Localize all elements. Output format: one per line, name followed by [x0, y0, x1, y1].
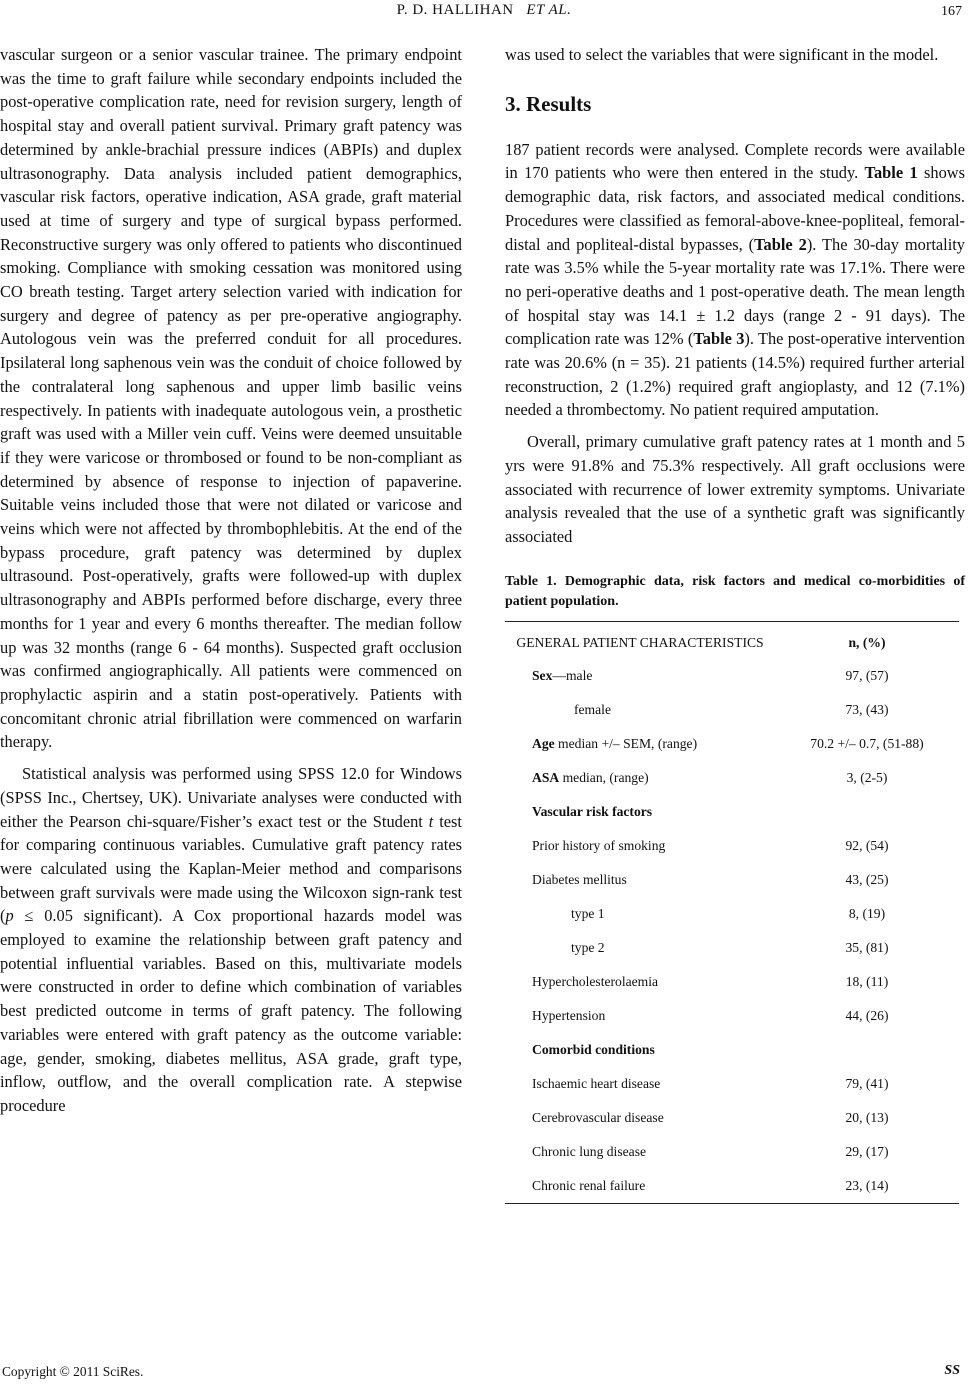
table-header-row [505, 621, 959, 659]
results-text-a: 187 patient records were analysed. Complete records were available in 170 patients who were then entered in the study. [505, 139, 965, 183]
methods-continuation: was used to select the variables that were significant in the model. [505, 45, 939, 64]
table-cell-label-text: type 2 [571, 940, 605, 956]
journal-abbreviation: SS [944, 1363, 960, 1378]
table-row [505, 897, 959, 931]
table-row [505, 727, 959, 761]
table-cell-label-bold: Vascular risk factors [532, 804, 653, 820]
table-cell-label [505, 1135, 775, 1169]
table-cell-label [505, 659, 775, 693]
table-cell-label [505, 829, 775, 863]
table-row [505, 965, 959, 999]
copyright-notice: Copyright © 2011 SciRes. [2, 1364, 144, 1379]
results-paragraph-2: Overall, primary cumulative graft patency rates at 1 month and 5 yrs were 91.8% and 75.3% respectively. All graft occlusions were associated with recurrence of lower extremity symptoms. Univariate analysis revealed that the use of a synthetic graft was significantly associated [505, 432, 965, 546]
table-cell-label [505, 1067, 775, 1101]
table-cell-label [505, 931, 775, 965]
table-row [505, 795, 959, 829]
table-row [505, 931, 959, 965]
table-cell-label-text: —male [552, 668, 593, 684]
table-cell-label-text: Chronic lung disease [532, 1144, 647, 1160]
table-cell-value [775, 795, 959, 829]
table-cell-label [505, 693, 775, 727]
table-cell-value: 92, (54) [845, 838, 889, 854]
table-cell-label-text: Hypertension [532, 1008, 606, 1024]
table-1-body [505, 659, 959, 1204]
table-cell-label [505, 999, 775, 1033]
statistics-t-symbol: t [428, 811, 434, 831]
table-cell-label-text: Prior history of smoking [532, 838, 666, 854]
table-cell-value: 18, (11) [845, 974, 889, 990]
table-row [505, 863, 959, 897]
table-1-caption: Table 1. Demographic data, risk factors and medical co-morbidities of patient population. [505, 573, 965, 609]
results-paragraph-1 [505, 138, 965, 422]
left-column [0, 43, 462, 1118]
table-cell-value [775, 1033, 959, 1067]
table-cell-label [505, 965, 775, 999]
table-cell-value: 35, (81) [845, 940, 889, 956]
table-cell-label-bold: ASA [532, 770, 560, 786]
table-cell-label-text: female [574, 702, 611, 718]
table-cell-label-bold: Age [532, 736, 555, 752]
table-1 [505, 621, 959, 1204]
statistics-text-c: ≤ 0.05 significant). A Cox proportional hazards model was employed to examine the relationship between graft patency and potential influential variables. Based on this, multivariate models were constructed in order to define which combination of variables best predicted outcome in terms of graft patency. The following variables were entered with graft patency as the outcome variable: age, gender, smoking, diabetes mellitus, ASA grade, graft type, inflow, outflow, and the overall complication rate. A stepwise procedure [0, 906, 462, 1115]
table-col-header-n-percent: n, (%) [848, 634, 886, 650]
table-cell-label [505, 863, 775, 897]
table-cell-value: 70.2 +/– 0.7, (51-88) [810, 736, 924, 752]
table-3-reference: Table 3 [693, 329, 745, 349]
table-cell-label [505, 727, 775, 761]
table-2-reference: Table 2 [754, 234, 807, 254]
table-cell-label-text: type 1 [571, 906, 605, 922]
table-cell-label-text: median, (range) [559, 770, 649, 786]
table-row [505, 1067, 959, 1101]
table-cell-label-text: Hypercholesterolaemia [532, 974, 659, 990]
table-cell-value: 20, (13) [845, 1110, 889, 1126]
table-cell-value: 73, (43) [845, 702, 889, 718]
right-column [505, 43, 965, 1204]
table-cell-label [505, 795, 775, 829]
table-cell-label [505, 1101, 775, 1135]
running-head-author: P. D. HALLIHAN [396, 2, 514, 18]
statistics-paragraph [0, 762, 462, 1118]
table-cell-value: 23, (14) [845, 1178, 889, 1194]
table-cell-label [505, 761, 775, 795]
table-row [505, 1135, 959, 1169]
methods-paragraph: vascular surgeon or a senior vascular trainee. The primary endpoint was the time to graft failure while secondary endpoints included the post-operative complication rate, need for revision surgery, length of hospital stay and overall patient survival. Primary graft patency was determined by ankle-brachial pressure indices (ABPIs) and duplex ultrasonography. Data analysis included patient demographics, vascular risk factors, operative indication, ASA grade, graft material used at time of surgery and type of surgical bypass performed. Reconstructive surgery was only offered to patients who discontinued smoking. Compliance with smoking cessation was monitored using CO breath testing. Target artery selection varied with indication for surgery and degree of patency as per pre-operative angiography. Autologous vein was the preferred conduit for all procedures. Ipsilateral long saphenous vein was the conduit of choice followed by the contralateral long saphenous and upper limb basilic veins respectively. In patients with inadequate autologous vein, a prosthetic graft was used with a Miller vein cuff. Veins were deemed unsuitable if they were varicose or thrombosed or found to be non-compliant as determined by absence of response to injection of papaverine. Suitable veins included those that were not dilated or varicose and veins which were not affected by thrombophlebitis. At the end of the bypass procedure, graft patency was determined by duplex ultrasound. Post-operatively, grafts were followed-up with duplex ultrasonography and ABPIs performed before discharge, every three months for 1 year and every 6 months thereafter. The median follow up was 32 months (range 6 - 64 months). Suspected graft occlusion was confirmed angiographically. All patients were commenced on prophylactic aspirin and a statin post-operatively. Patients with concomitant chronic atrial fibrillation were commenced on warfarin therapy. [0, 45, 462, 752]
table-row [505, 659, 959, 693]
table-cell-value: 79, (41) [845, 1076, 889, 1092]
page-header [0, 0, 968, 24]
table-cell-value: 3, (2-5) [846, 770, 888, 786]
table-cell-label-bold: Sex [532, 668, 553, 684]
table-cell-value: 44, (26) [845, 1008, 889, 1024]
table-cell-label-text: Cerebrovascular disease [532, 1110, 664, 1126]
table-cell-label-text: Ischaemic heart disease [532, 1076, 661, 1092]
table-row [505, 761, 959, 795]
table-cell-value: 29, (17) [845, 1144, 889, 1160]
table-cell-value: 97, (57) [845, 668, 889, 684]
table-cell-label-bold: Comorbid conditions [532, 1042, 655, 1058]
table-cell-label-text: Diabetes mellitus [532, 872, 627, 888]
table-1-reference: Table 1 [864, 163, 918, 183]
section-heading-results: 3. Results [505, 91, 592, 116]
running-head-etal: ET AL. [526, 2, 572, 18]
table-cell-label [505, 1169, 775, 1204]
results-text-d: ). The post-operative intervention rate was 20.6% (n = 35). 21 patients (14.5%) required further arterial reconstruction, 2 (1.2%) required graft angioplasty, and 12 (7.1%) needed a thrombectomy. No patient required amputation. [505, 329, 965, 420]
table-cell-label [505, 1033, 775, 1067]
statistics-text-a: Statistical analysis was performed using SPSS 12.0 for Windows (SPSS Inc., Chertsey, UK). Univariate analyses were conducted with either the Pearson chi-square/Fisher’s exact test or the Student [0, 764, 462, 831]
results-text-b: shows demographic data, risk factors, and associated medical conditions. Procedures were classified as femoral-above-knee-popliteal, femoral-distal and popliteal-distal bypasses, ( [505, 163, 965, 254]
table-col-header-characteristics: GENERAL PATIENT CHARACTERISTICS [516, 634, 764, 650]
table-cell-label-text: Chronic renal failure [532, 1178, 646, 1194]
page-number: 167 [941, 4, 962, 19]
running-head [0, 2, 968, 19]
results-text-c: ). The 30-day mortality rate was 3.5% while the 5-year mortality rate was 17.1%. There were no peri-operative deaths and 1 post-operative death. The mean length of hospital stay was 14.1 ± 1.2 days (range 2 - 91 days). The complication rate was 12% ( [505, 234, 966, 349]
table-row [505, 1169, 959, 1204]
table-row [505, 999, 959, 1033]
table-row [505, 1101, 959, 1135]
table-cell-value: 43, (25) [845, 872, 889, 888]
table-row [505, 1033, 959, 1067]
table-row [505, 829, 959, 863]
table-row [505, 693, 959, 727]
statistics-text-b: test for comparing continuous variables. Cumulative graft patency rates were calculated using the Kaplan-Meier method and comparisons between graft survivals were made using the Wilcoxon sign-rank test ( [0, 811, 462, 926]
table-cell-label [505, 897, 775, 931]
table-cell-label-text: median +/– SEM, (range) [554, 736, 698, 752]
statistics-p-symbol: p [5, 906, 14, 926]
table-cell-value: 8, (19) [848, 906, 886, 922]
